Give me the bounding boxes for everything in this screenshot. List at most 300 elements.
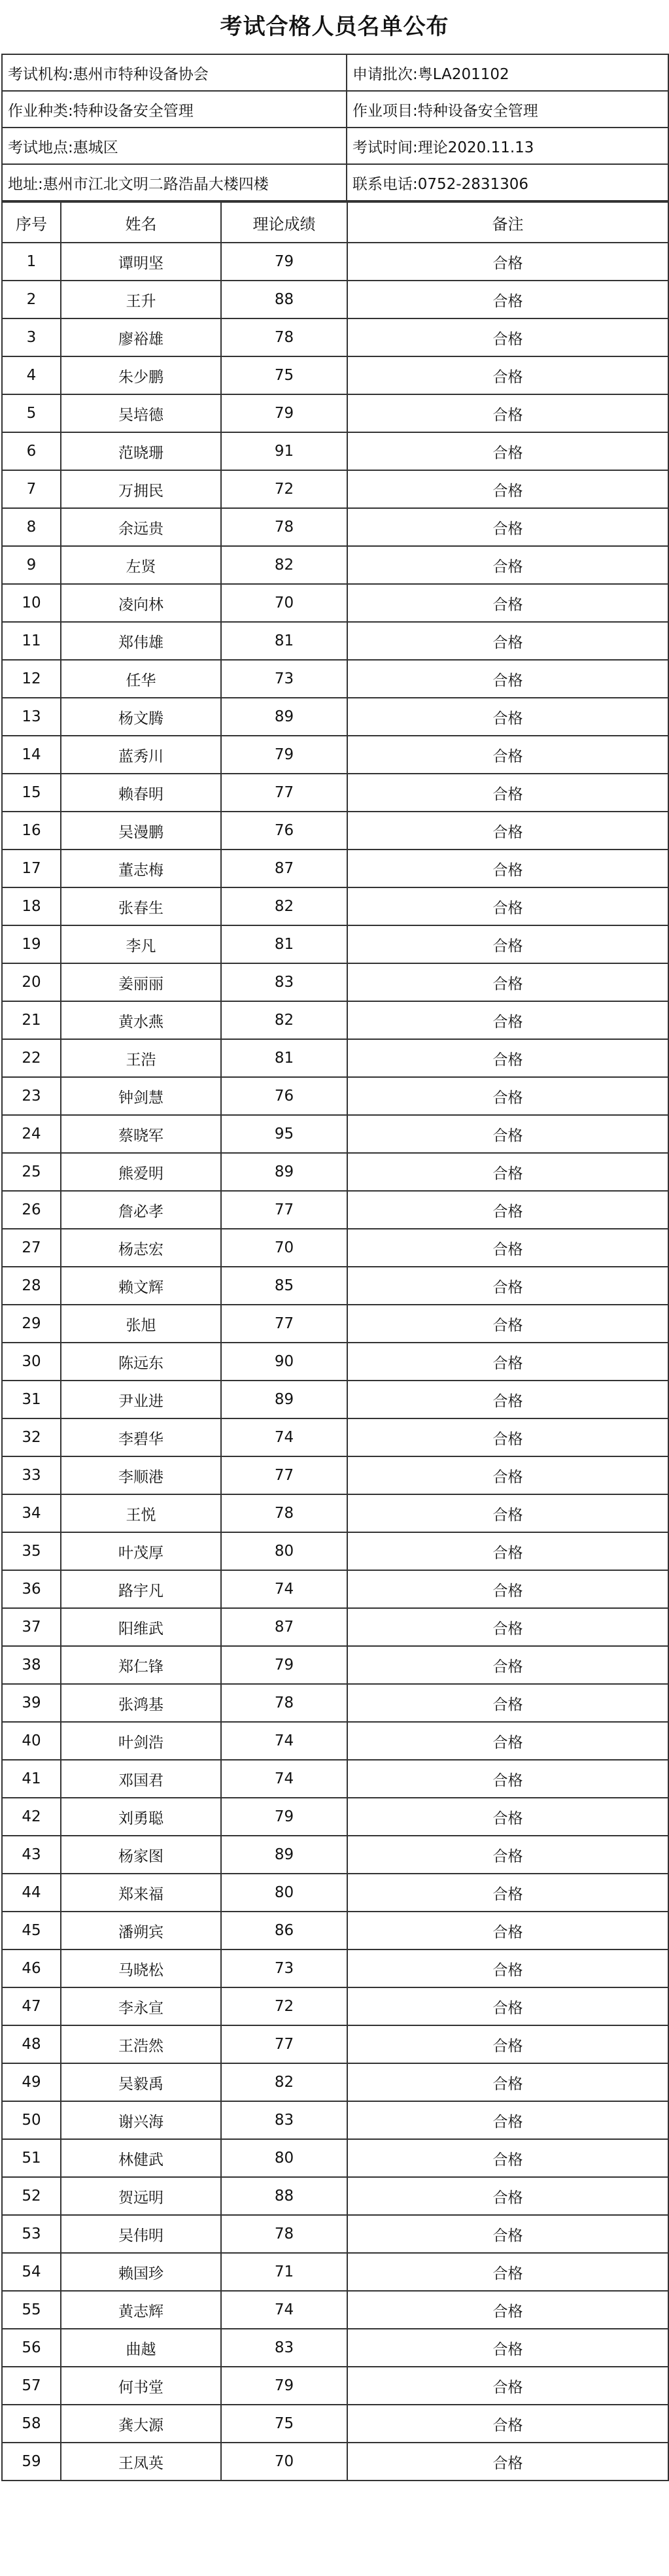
person-name: 姜丽丽 (61, 963, 221, 1001)
table-row (2, 2139, 668, 2177)
theory-score: 89 (221, 1381, 347, 1418)
table-row (2, 1267, 668, 1305)
person-name: 任华 (61, 660, 221, 698)
phone-value: 0752-2831306 (417, 175, 529, 193)
table-row (2, 1456, 668, 1494)
person-name: 朱少鹏 (61, 356, 221, 394)
table-row (2, 2367, 668, 2405)
remark: 合格 (347, 1532, 668, 1570)
row-number: 6 (2, 432, 61, 470)
person-name: 杨家图 (61, 1836, 221, 1874)
person-name: 何书堂 (61, 2367, 221, 2405)
table-row (2, 318, 668, 356)
row-number: 14 (2, 736, 61, 774)
row-number: 49 (2, 2063, 61, 2101)
person-name: 贺远明 (61, 2177, 221, 2215)
table-row (2, 243, 668, 281)
row-number: 5 (2, 394, 61, 432)
person-name: 凌向林 (61, 584, 221, 622)
theory-score: 79 (221, 1646, 347, 1684)
row-number: 4 (2, 356, 61, 394)
table-row (2, 1381, 668, 1418)
results-table (1, 201, 669, 2481)
table-row (2, 2329, 668, 2367)
person-name: 吴培德 (61, 394, 221, 432)
row-number: 13 (2, 698, 61, 736)
theory-score: 75 (221, 356, 347, 394)
exam-info-table (1, 54, 669, 201)
person-name: 吴伟明 (61, 2215, 221, 2253)
row-number: 28 (2, 1267, 61, 1305)
person-name: 赖文辉 (61, 1267, 221, 1305)
person-name: 董志梅 (61, 850, 221, 887)
remark: 合格 (347, 1494, 668, 1532)
row-number: 20 (2, 963, 61, 1001)
remark: 合格 (347, 1760, 668, 1798)
table-header-row (2, 202, 668, 243)
table-row (2, 963, 668, 1001)
category-cell (2, 91, 347, 128)
theory-score: 88 (221, 2177, 347, 2215)
table-row (2, 2215, 668, 2253)
remark: 合格 (347, 1874, 668, 1912)
remark: 合格 (347, 698, 668, 736)
remark: 合格 (347, 2329, 668, 2367)
theory-score: 74 (221, 1760, 347, 1798)
table-row (2, 2443, 668, 2481)
theory-score: 71 (221, 2253, 347, 2291)
person-name: 赖春明 (61, 774, 221, 812)
row-number: 29 (2, 1305, 61, 1343)
person-name: 吴漫鹏 (61, 812, 221, 850)
theory-score: 73 (221, 660, 347, 698)
theory-score: 82 (221, 1001, 347, 1039)
table-row (2, 1418, 668, 1456)
exam-time-cell (347, 128, 668, 164)
table-row (2, 812, 668, 850)
person-name: 范晓珊 (61, 432, 221, 470)
remark: 合格 (347, 2291, 668, 2329)
person-name: 詹必孝 (61, 1191, 221, 1229)
row-number: 31 (2, 1381, 61, 1418)
remark: 合格 (347, 1646, 668, 1684)
remark: 合格 (347, 2367, 668, 2405)
remark: 合格 (347, 1077, 668, 1115)
project-value: 特种设备安全管理 (417, 102, 538, 120)
row-number: 30 (2, 1343, 61, 1381)
project-cell (347, 91, 668, 128)
row-number: 10 (2, 584, 61, 622)
table-row (2, 2063, 668, 2101)
remark: 合格 (347, 508, 668, 546)
remark: 合格 (347, 2443, 668, 2481)
table-row (2, 281, 668, 318)
row-number: 32 (2, 1418, 61, 1456)
table-row (2, 546, 668, 584)
column-header-note: 备注 (347, 202, 668, 243)
remark: 合格 (347, 1305, 668, 1343)
table-row (2, 1153, 668, 1191)
theory-score: 77 (221, 1305, 347, 1343)
theory-score: 86 (221, 1912, 347, 1949)
theory-score: 89 (221, 698, 347, 736)
row-number: 17 (2, 850, 61, 887)
remark: 合格 (347, 1343, 668, 1381)
table-row (2, 736, 668, 774)
info-row (2, 164, 668, 201)
table-row (2, 1760, 668, 1798)
row-number: 21 (2, 1001, 61, 1039)
table-row (2, 1608, 668, 1646)
remark: 合格 (347, 1912, 668, 1949)
row-number: 38 (2, 1646, 61, 1684)
theory-score: 74 (221, 1570, 347, 1608)
person-name: 郑伟雄 (61, 622, 221, 660)
info-row (2, 91, 668, 128)
remark: 合格 (347, 1115, 668, 1153)
approval-value: 粤LA201102 (417, 65, 509, 83)
row-number: 25 (2, 1153, 61, 1191)
theory-score: 76 (221, 812, 347, 850)
remark: 合格 (347, 432, 668, 470)
remark: 合格 (347, 1001, 668, 1039)
theory-score: 81 (221, 1039, 347, 1077)
table-row (2, 1722, 668, 1760)
person-name: 潘朔宾 (61, 1912, 221, 1949)
row-number: 46 (2, 1949, 61, 1987)
table-row (2, 584, 668, 622)
exam-org-label: 考试机构: (8, 65, 73, 83)
table-row (2, 1191, 668, 1229)
theory-score: 79 (221, 2367, 347, 2405)
row-number: 59 (2, 2443, 61, 2481)
theory-score: 78 (221, 1684, 347, 1722)
row-number: 27 (2, 1229, 61, 1267)
approval-label: 申请批次: (352, 65, 418, 83)
theory-score: 80 (221, 1532, 347, 1570)
person-name: 王浩 (61, 1039, 221, 1077)
theory-score: 77 (221, 2025, 347, 2063)
remark: 合格 (347, 281, 668, 318)
theory-score: 74 (221, 1722, 347, 1760)
person-name: 叶剑浩 (61, 1722, 221, 1760)
remark: 合格 (347, 1570, 668, 1608)
remark: 合格 (347, 925, 668, 963)
theory-score: 79 (221, 243, 347, 281)
table-row (2, 2101, 668, 2139)
person-name: 谭明坚 (61, 243, 221, 281)
theory-score: 87 (221, 850, 347, 887)
category-label: 作业种类: (8, 102, 73, 120)
person-name: 陈远东 (61, 1343, 221, 1381)
row-number: 55 (2, 2291, 61, 2329)
row-number: 54 (2, 2253, 61, 2291)
person-name: 张鸿基 (61, 1684, 221, 1722)
remark: 合格 (347, 850, 668, 887)
remark: 合格 (347, 887, 668, 925)
row-number: 45 (2, 1912, 61, 1949)
table-row (2, 1039, 668, 1077)
remark: 合格 (347, 394, 668, 432)
results-table-body (2, 243, 668, 2481)
table-row (2, 850, 668, 887)
person-name: 阳维武 (61, 1608, 221, 1646)
remark: 合格 (347, 2139, 668, 2177)
remark: 合格 (347, 318, 668, 356)
person-name: 李凡 (61, 925, 221, 963)
exam-time-label: 考试时间: (352, 139, 418, 156)
row-number: 51 (2, 2139, 61, 2177)
row-number: 24 (2, 1115, 61, 1153)
row-number: 52 (2, 2177, 61, 2215)
table-row (2, 2253, 668, 2291)
remark: 合格 (347, 1608, 668, 1646)
theory-score: 95 (221, 1115, 347, 1153)
table-row (2, 1684, 668, 1722)
person-name: 刘勇聪 (61, 1798, 221, 1836)
person-name: 王悦 (61, 1494, 221, 1532)
row-number: 33 (2, 1456, 61, 1494)
person-name: 李碧华 (61, 1418, 221, 1456)
person-name: 张旭 (61, 1305, 221, 1343)
theory-score: 91 (221, 432, 347, 470)
person-name: 廖裕雄 (61, 318, 221, 356)
theory-score: 72 (221, 470, 347, 508)
theory-score: 73 (221, 1949, 347, 1987)
remark: 合格 (347, 243, 668, 281)
theory-score: 80 (221, 1874, 347, 1912)
theory-score: 70 (221, 1229, 347, 1267)
theory-score: 83 (221, 2101, 347, 2139)
theory-score: 74 (221, 1418, 347, 1456)
remark: 合格 (347, 736, 668, 774)
remark: 合格 (347, 470, 668, 508)
row-number: 58 (2, 2405, 61, 2443)
theory-score: 82 (221, 546, 347, 584)
theory-score: 85 (221, 1267, 347, 1305)
remark: 合格 (347, 546, 668, 584)
table-row (2, 356, 668, 394)
person-name: 郑仁锋 (61, 1646, 221, 1684)
remark: 合格 (347, 1191, 668, 1229)
row-number: 18 (2, 887, 61, 925)
table-row (2, 1836, 668, 1874)
row-number: 44 (2, 1874, 61, 1912)
info-row (2, 54, 668, 91)
person-name: 钟剑慧 (61, 1077, 221, 1115)
person-name: 蔡晓军 (61, 1115, 221, 1153)
person-name: 龚大源 (61, 2405, 221, 2443)
table-row (2, 432, 668, 470)
theory-score: 80 (221, 2139, 347, 2177)
remark: 合格 (347, 2215, 668, 2253)
table-row (2, 508, 668, 546)
location-label: 考试地点: (8, 139, 73, 156)
person-name: 郑来福 (61, 1874, 221, 1912)
remark: 合格 (347, 1381, 668, 1418)
person-name: 尹业进 (61, 1381, 221, 1418)
row-number: 35 (2, 1532, 61, 1570)
address-cell (2, 164, 347, 201)
row-number: 47 (2, 1987, 61, 2025)
table-row (2, 622, 668, 660)
remark: 合格 (347, 622, 668, 660)
person-name: 左贤 (61, 546, 221, 584)
exam-org-cell (2, 54, 347, 91)
row-number: 9 (2, 546, 61, 584)
theory-score: 76 (221, 1077, 347, 1115)
table-row (2, 1532, 668, 1570)
person-name: 邓国君 (61, 1760, 221, 1798)
remark: 合格 (347, 774, 668, 812)
row-number: 41 (2, 1760, 61, 1798)
remark: 合格 (347, 1267, 668, 1305)
remark: 合格 (347, 812, 668, 850)
theory-score: 83 (221, 963, 347, 1001)
theory-score: 77 (221, 1456, 347, 1494)
remark: 合格 (347, 1684, 668, 1722)
row-number: 56 (2, 2329, 61, 2367)
person-name: 叶茂厚 (61, 1532, 221, 1570)
person-name: 黄水燕 (61, 1001, 221, 1039)
person-name: 林健武 (61, 2139, 221, 2177)
remark: 合格 (347, 2101, 668, 2139)
row-number: 1 (2, 243, 61, 281)
table-row (2, 470, 668, 508)
table-row (2, 1229, 668, 1267)
theory-score: 89 (221, 1836, 347, 1874)
remark: 合格 (347, 2025, 668, 2063)
remark: 合格 (347, 1039, 668, 1077)
row-number: 19 (2, 925, 61, 963)
theory-score: 82 (221, 887, 347, 925)
person-name: 吴毅禹 (61, 2063, 221, 2101)
row-number: 43 (2, 1836, 61, 1874)
person-name: 黄志辉 (61, 2291, 221, 2329)
row-number: 34 (2, 1494, 61, 1532)
person-name: 余远贵 (61, 508, 221, 546)
table-row (2, 1798, 668, 1836)
remark: 合格 (347, 1987, 668, 2025)
exam-time-value: 理论2020.11.13 (417, 139, 534, 156)
info-row (2, 128, 668, 164)
theory-score: 70 (221, 584, 347, 622)
remark: 合格 (347, 2177, 668, 2215)
exam-org-value: 惠州市特种设备协会 (73, 65, 209, 83)
location-cell (2, 128, 347, 164)
theory-score: 87 (221, 1608, 347, 1646)
table-row (2, 2177, 668, 2215)
column-header-score: 理论成绩 (221, 202, 347, 243)
person-name: 杨志宏 (61, 1229, 221, 1267)
address-label: 地址: (8, 175, 43, 193)
theory-score: 77 (221, 1191, 347, 1229)
remark: 合格 (347, 1949, 668, 1987)
row-number: 3 (2, 318, 61, 356)
row-number: 42 (2, 1798, 61, 1836)
theory-score: 70 (221, 2443, 347, 2481)
remark: 合格 (347, 660, 668, 698)
table-row (2, 1305, 668, 1343)
row-number: 39 (2, 1684, 61, 1722)
table-row (2, 660, 668, 698)
person-name: 王升 (61, 281, 221, 318)
theory-score: 79 (221, 394, 347, 432)
person-name: 熊爱明 (61, 1153, 221, 1191)
row-number: 7 (2, 470, 61, 508)
remark: 合格 (347, 1722, 668, 1760)
table-row (2, 2291, 668, 2329)
table-row (2, 1001, 668, 1039)
person-name: 赖国珍 (61, 2253, 221, 2291)
table-row (2, 2025, 668, 2063)
person-name: 曲越 (61, 2329, 221, 2367)
theory-score: 78 (221, 1494, 347, 1532)
row-number: 2 (2, 281, 61, 318)
table-row (2, 1987, 668, 2025)
remark: 合格 (347, 584, 668, 622)
theory-score: 82 (221, 2063, 347, 2101)
theory-score: 77 (221, 774, 347, 812)
theory-score: 81 (221, 925, 347, 963)
person-name: 王浩然 (61, 2025, 221, 2063)
person-name: 王凤英 (61, 2443, 221, 2481)
remark: 合格 (347, 356, 668, 394)
row-number: 22 (2, 1039, 61, 1077)
table-row (2, 1077, 668, 1115)
table-row (2, 925, 668, 963)
table-row (2, 1646, 668, 1684)
remark: 合格 (347, 1229, 668, 1267)
theory-score: 78 (221, 318, 347, 356)
person-name: 杨文腾 (61, 698, 221, 736)
table-row (2, 887, 668, 925)
theory-score: 89 (221, 1153, 347, 1191)
person-name: 万拥民 (61, 470, 221, 508)
row-number: 36 (2, 1570, 61, 1608)
row-number: 50 (2, 2101, 61, 2139)
remark: 合格 (347, 1153, 668, 1191)
remark: 合格 (347, 2405, 668, 2443)
table-row (2, 1570, 668, 1608)
remark: 合格 (347, 1836, 668, 1874)
remark: 合格 (347, 1798, 668, 1836)
theory-score: 75 (221, 2405, 347, 2443)
project-label: 作业项目: (352, 102, 418, 120)
theory-score: 81 (221, 622, 347, 660)
remark: 合格 (347, 1456, 668, 1494)
row-number: 48 (2, 2025, 61, 2063)
remark: 合格 (347, 2253, 668, 2291)
remark: 合格 (347, 1418, 668, 1456)
person-name: 蓝秀川 (61, 736, 221, 774)
row-number: 16 (2, 812, 61, 850)
table-row (2, 1494, 668, 1532)
theory-score: 78 (221, 2215, 347, 2253)
table-row (2, 1343, 668, 1381)
row-number: 8 (2, 508, 61, 546)
approval-cell (347, 54, 668, 91)
column-header-number: 序号 (2, 202, 61, 243)
row-number: 12 (2, 660, 61, 698)
theory-score: 83 (221, 2329, 347, 2367)
table-row (2, 394, 668, 432)
remark: 合格 (347, 963, 668, 1001)
row-number: 53 (2, 2215, 61, 2253)
phone-label: 联系电话: (352, 175, 418, 193)
row-number: 37 (2, 1608, 61, 1646)
location-value: 惠城区 (73, 139, 118, 156)
